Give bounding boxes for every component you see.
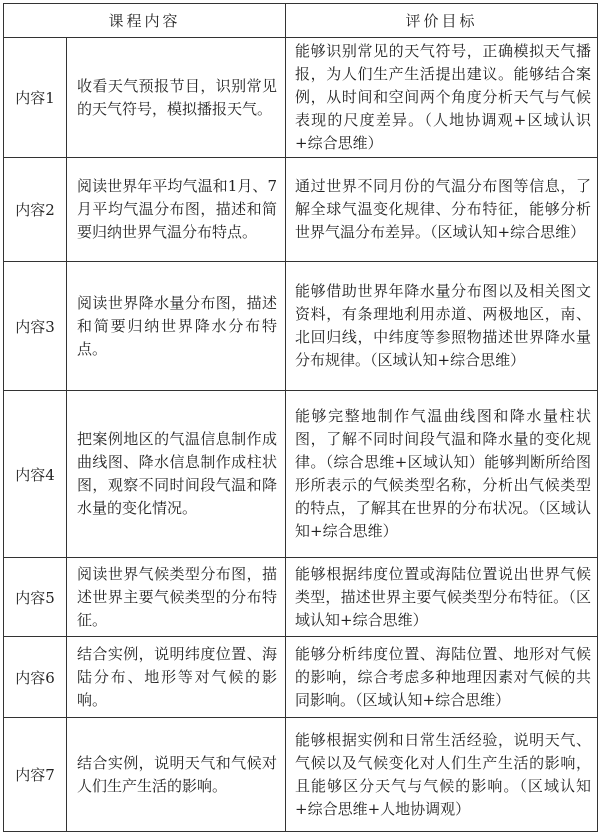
evaluation-goal-cell: 能够根据纬度位置或海陆位置说出世界气候类型，描述世界主要气候类型分布特征。（区域认知+综合思维） <box>286 558 598 637</box>
header-course-content: 课程内容 <box>4 4 286 38</box>
evaluation-goal-cell: 能够识别常见的天气符号，正确模拟天气播报，为人们生产生活提出建议。能够结合案例，从时间和空间两个角度分析天气与气候表现的尺度差异。（人地协调观+区域认识+综合思维） <box>286 38 598 158</box>
row-label: 内容6 <box>4 637 67 718</box>
evaluation-goal-cell: 能够分析纬度位置、海陆位置、地形对气候的影响，综合考虑多种地理因素对气候的共同影响。（区域认知+综合思维） <box>286 637 598 718</box>
row-label: 内容3 <box>4 262 67 391</box>
curriculum-evaluation-table <box>3 3 598 832</box>
course-content-cell: 结合实例，说明天气和气候对人们生产生活的影响。 <box>67 718 286 832</box>
course-content-cell: 收看天气预报节目，识别常见的天气符号，模拟播报天气。 <box>67 38 286 158</box>
table-row <box>4 38 598 158</box>
row-label: 内容2 <box>4 158 67 262</box>
course-content-cell: 结合实例，说明纬度位置、海陆分布、地形等对气候的影响。 <box>67 637 286 718</box>
course-content-cell: 阅读世界降水量分布图，描述和简要归纳世界降水分布特点。 <box>67 262 286 391</box>
row-label: 内容4 <box>4 391 67 558</box>
table-row <box>4 262 598 391</box>
table-header-row <box>4 4 598 38</box>
course-content-cell: 阅读世界年平均气温和1月、7月平均气温分布图，描述和简要归纳世界气温分布特点。 <box>67 158 286 262</box>
table-row <box>4 158 598 262</box>
course-content-cell: 把案例地区的气温信息制作成曲线图、降水信息制作成柱状图，观察不同时间段气温和降水量的变化情况。 <box>67 391 286 558</box>
evaluation-goal-cell: 能够完整地制作气温曲线图和降水量柱状图，了解不同时间段气温和降水量的变化规律。（综合思维+区域认知）能够判断所给图形所表示的气候类型名称，分析出气候类型的特点，了解其在世界的分布状况。（区域认知+综合思维） <box>286 391 598 558</box>
evaluation-goal-cell: 通过世界不同月份的气温分布图等信息，了解全球气温变化规律、分布特征，能够分析世界气温分布差异。（区域认知+综合思维） <box>286 158 598 262</box>
course-content-cell: 阅读世界气候类型分布图，描述世界主要气候类型的分布特征。 <box>67 558 286 637</box>
row-label: 内容1 <box>4 38 67 158</box>
table-row <box>4 558 598 637</box>
evaluation-goal-cell: 能够根据实例和日常生活经验，说明天气、气候以及气候变化对人们生产生活的影响，且能够区分天气与气候的影响。（区域认知+综合思维+人地协调观） <box>286 718 598 832</box>
row-label: 内容7 <box>4 718 67 832</box>
header-evaluation-goal: 评价目标 <box>286 4 598 38</box>
row-label: 内容5 <box>4 558 67 637</box>
table-row <box>4 391 598 558</box>
table-row <box>4 718 598 832</box>
evaluation-goal-cell: 能够借助世界年降水量分布图以及相关图文资料，有条理地利用赤道、两极地区，南、北回归线，中纬度等参照物描述世界降水量分布规律。（区域认知+综合思维） <box>286 262 598 391</box>
table-row <box>4 637 598 718</box>
